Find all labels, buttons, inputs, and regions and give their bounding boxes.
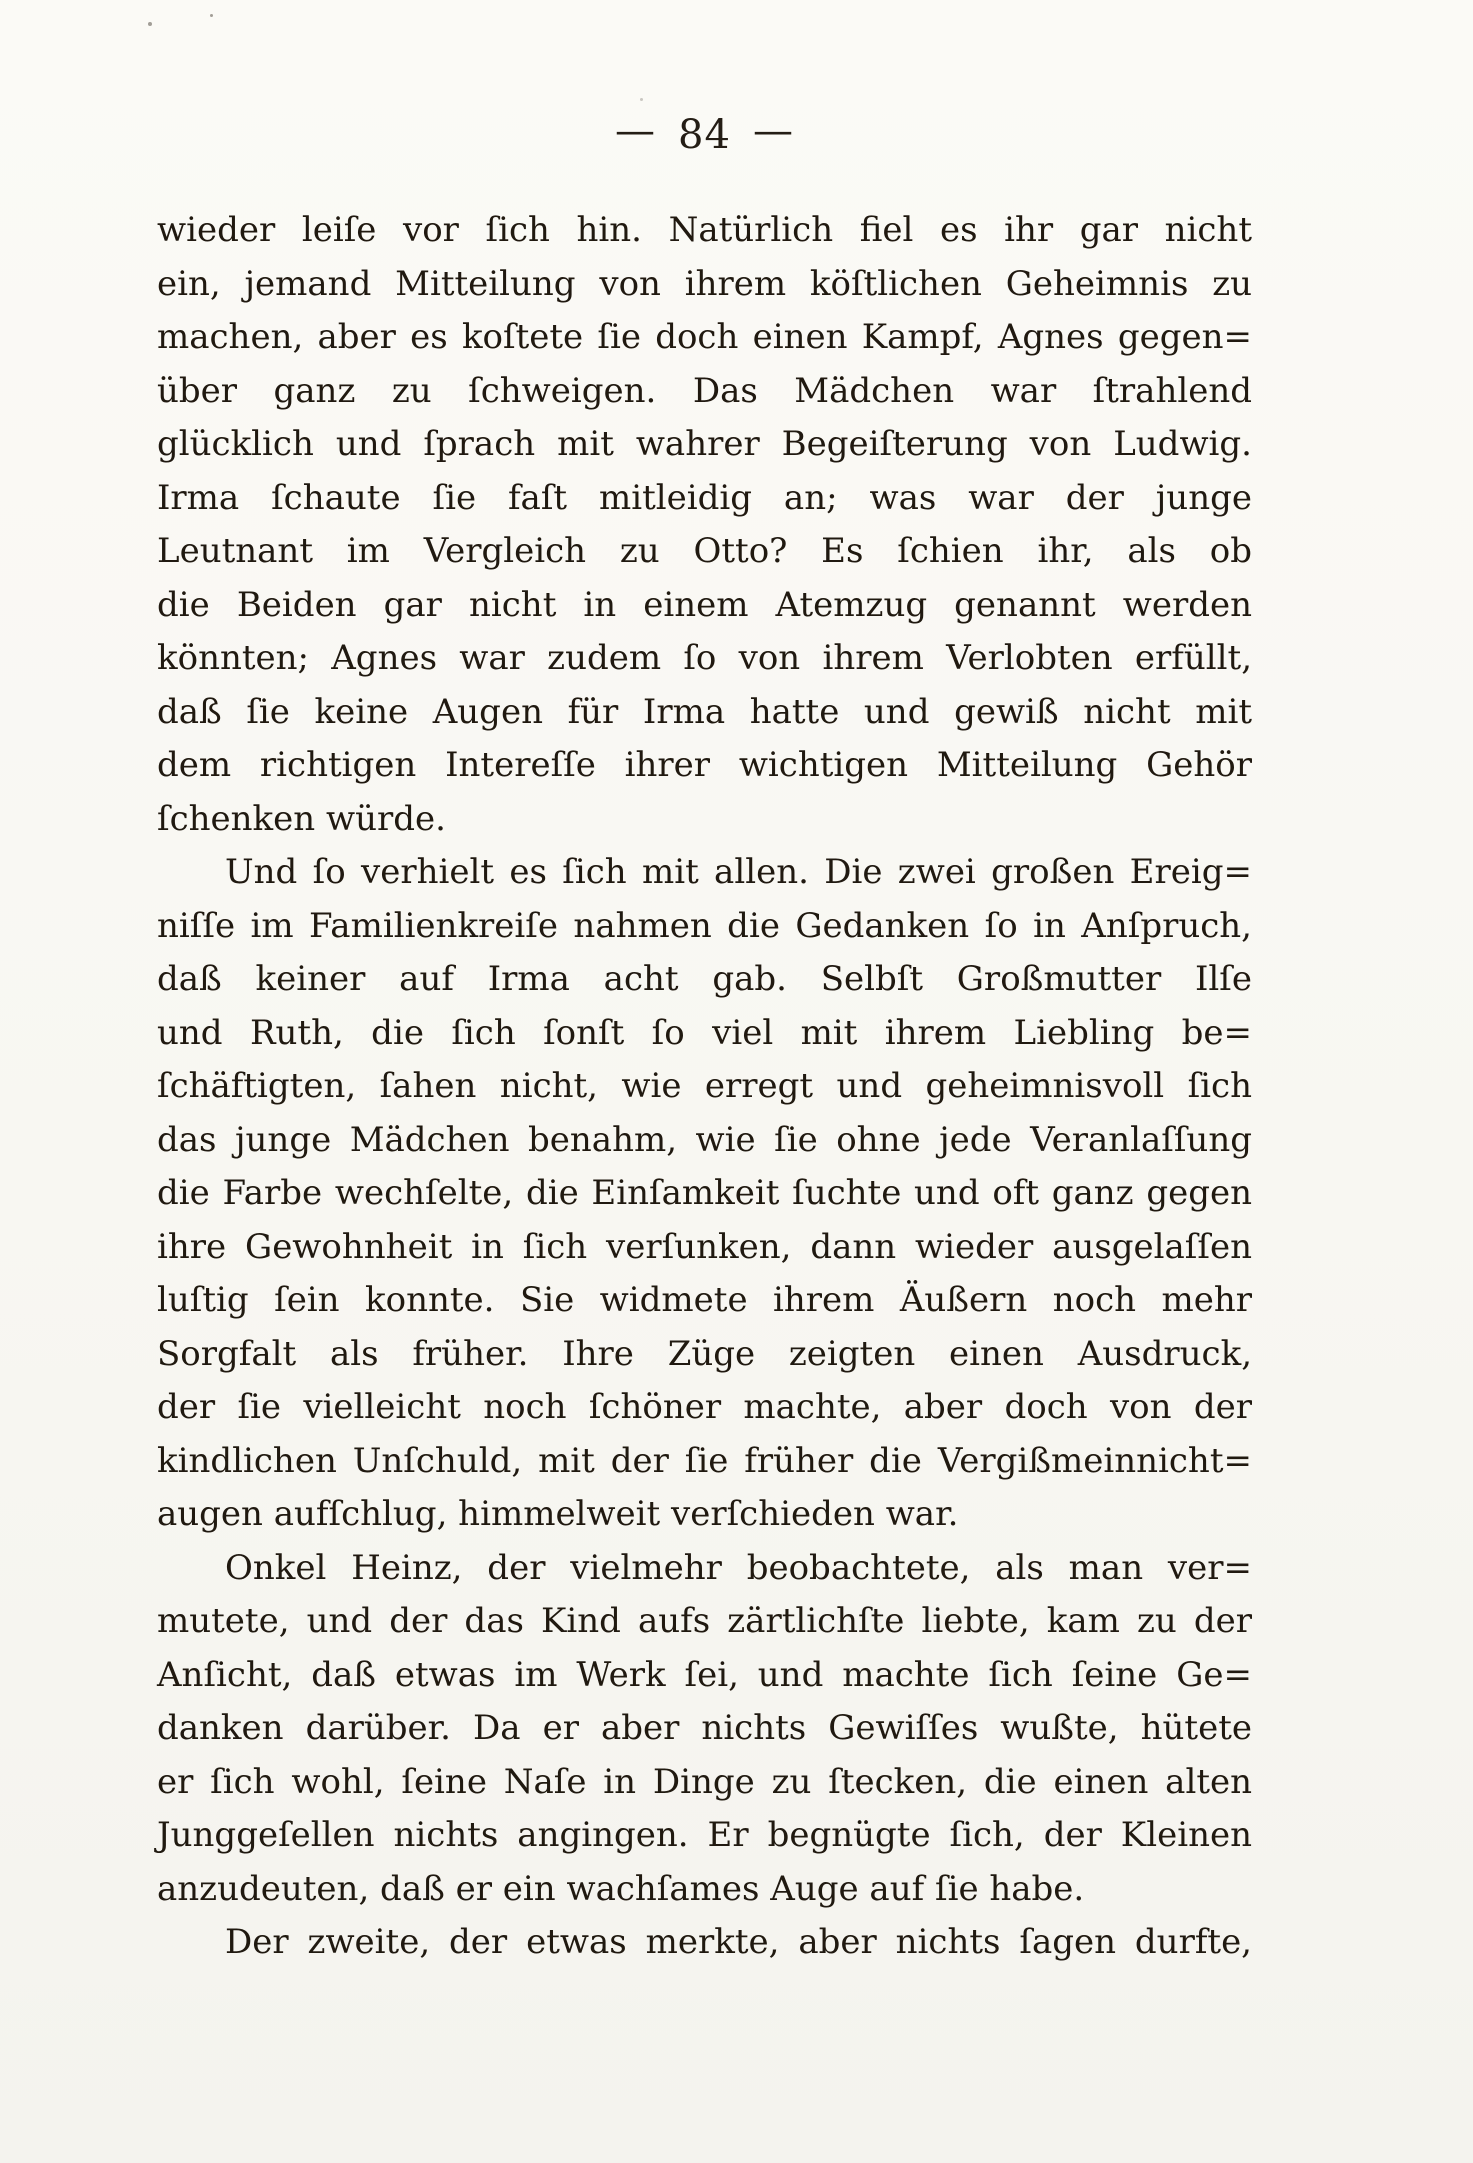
text-line: augen aufſchlug, himmelweit verſchieden war. [157, 1494, 959, 1534]
text-line: das junge Mädchen benahm, wie ſie ohne jede Veranlaſſung [157, 1119, 1252, 1160]
text-line: Anſicht, daß etwas im Werk ſei, und machte ſich ſeine Ge= [157, 1654, 1252, 1695]
text-line: mutete, und der das Kind aufs zärtlichſte liebte, kam zu der [157, 1601, 1252, 1641]
text-line: daß ſie keine Augen für Irma hatte und gewiß nicht mit [157, 691, 1252, 732]
scan-speck [640, 98, 643, 101]
text-line: er ſich wohl, ſeine Naſe in Dinge zu ſtecken, die einen alten [157, 1761, 1252, 1802]
text-line: Leutnant im Vergleich zu Otto? Es ſchien ihr, als ob [157, 531, 1252, 571]
text-line: Der zweite, der etwas merkte, aber nichts ſagen durfte, [225, 1922, 1252, 1962]
page-number-dash-left: — [615, 108, 657, 154]
text-line: dem richtigen Intereſſe ihrer wichtigen Mitteilung Gehör [157, 745, 1252, 785]
text-line: ein, jemand Mitteilung von ihrem köſtlichen Geheimnis zu [157, 263, 1252, 304]
text-line: Junggeſellen nichts angingen. Er begnügte ſich, der Kleinen [157, 1815, 1252, 1855]
text-line: Und ſo verhielt es ſich mit allen. Die zwei großen Ereig= [225, 852, 1252, 892]
page-number: 84 [678, 112, 731, 158]
scan-speck [210, 14, 213, 17]
text-line: kindlichen Unſchuld, mit der ſie früher die Vergißmeinnicht= [157, 1440, 1252, 1481]
text-line: Sorgfalt als früher. Ihre Züge zeigten einen Ausdruck, [157, 1333, 1252, 1374]
text-line: luſtig ſein konnte. Sie widmete ihrem Äußern noch mehr [157, 1280, 1252, 1320]
text-line: könnten; Agnes war zudem ſo von ihrem Verlobten erfüllt, [157, 638, 1252, 678]
page-header [157, 108, 1252, 158]
text-line: machen, aber es koſtete ſie doch einen Kampf, Agnes gegen= [157, 317, 1252, 357]
text-line: anzudeuten, daß er ein wachſames Auge auf ſie habe. [157, 1868, 1085, 1909]
text-line: und Ruth, die ſich ſonſt ſo viel mit ihrem Liebling be= [157, 1012, 1252, 1053]
text-line: ſchenken würde. [157, 798, 446, 839]
text-line: niſſe im Familienkreiſe nahmen die Gedanken ſo in Anſpruch, [157, 905, 1252, 946]
text-line: der ſie vielleicht noch ſchöner machte, aber doch von der [157, 1387, 1252, 1427]
text-line: danken darüber. Da er aber nichts Gewiſſes wußte, hütete [157, 1708, 1252, 1748]
text-line: über ganz zu ſchweigen. Das Mädchen war ſtrahlend [157, 370, 1252, 411]
text-line: ſchäftigten, ſahen nicht, wie erregt und geheimnisvoll ſich [157, 1066, 1252, 1106]
text-line: die Beiden gar nicht in einem Atemzug genannt werden [157, 584, 1252, 625]
body-text [157, 204, 1252, 1970]
text-line: die Farbe wechſelte, die Einſamkeit ſuchte und oft ganz gegen [157, 1173, 1252, 1213]
page-number-dash-right: — [752, 108, 794, 154]
scan-speck [148, 22, 152, 26]
text-line: ihre Gewohnheit in ſich verſunken, dann wieder ausgelaſſen [157, 1226, 1252, 1267]
text-line: Onkel Heinz, der vielmehr beobachtete, als man ver= [225, 1547, 1252, 1588]
text-line: daß keiner auf Irma acht gab. Selbſt Großmutter Ilſe [157, 959, 1252, 999]
text-line: Irma ſchaute ſie faſt mitleidig an; was war der junge [157, 477, 1252, 518]
text-line: wieder leiſe vor ſich hin. Natürlich fiel es ihr gar nicht [157, 210, 1252, 250]
text-line: glücklich und ſprach mit wahrer Begeiſterung von Ludwig. [157, 424, 1252, 464]
